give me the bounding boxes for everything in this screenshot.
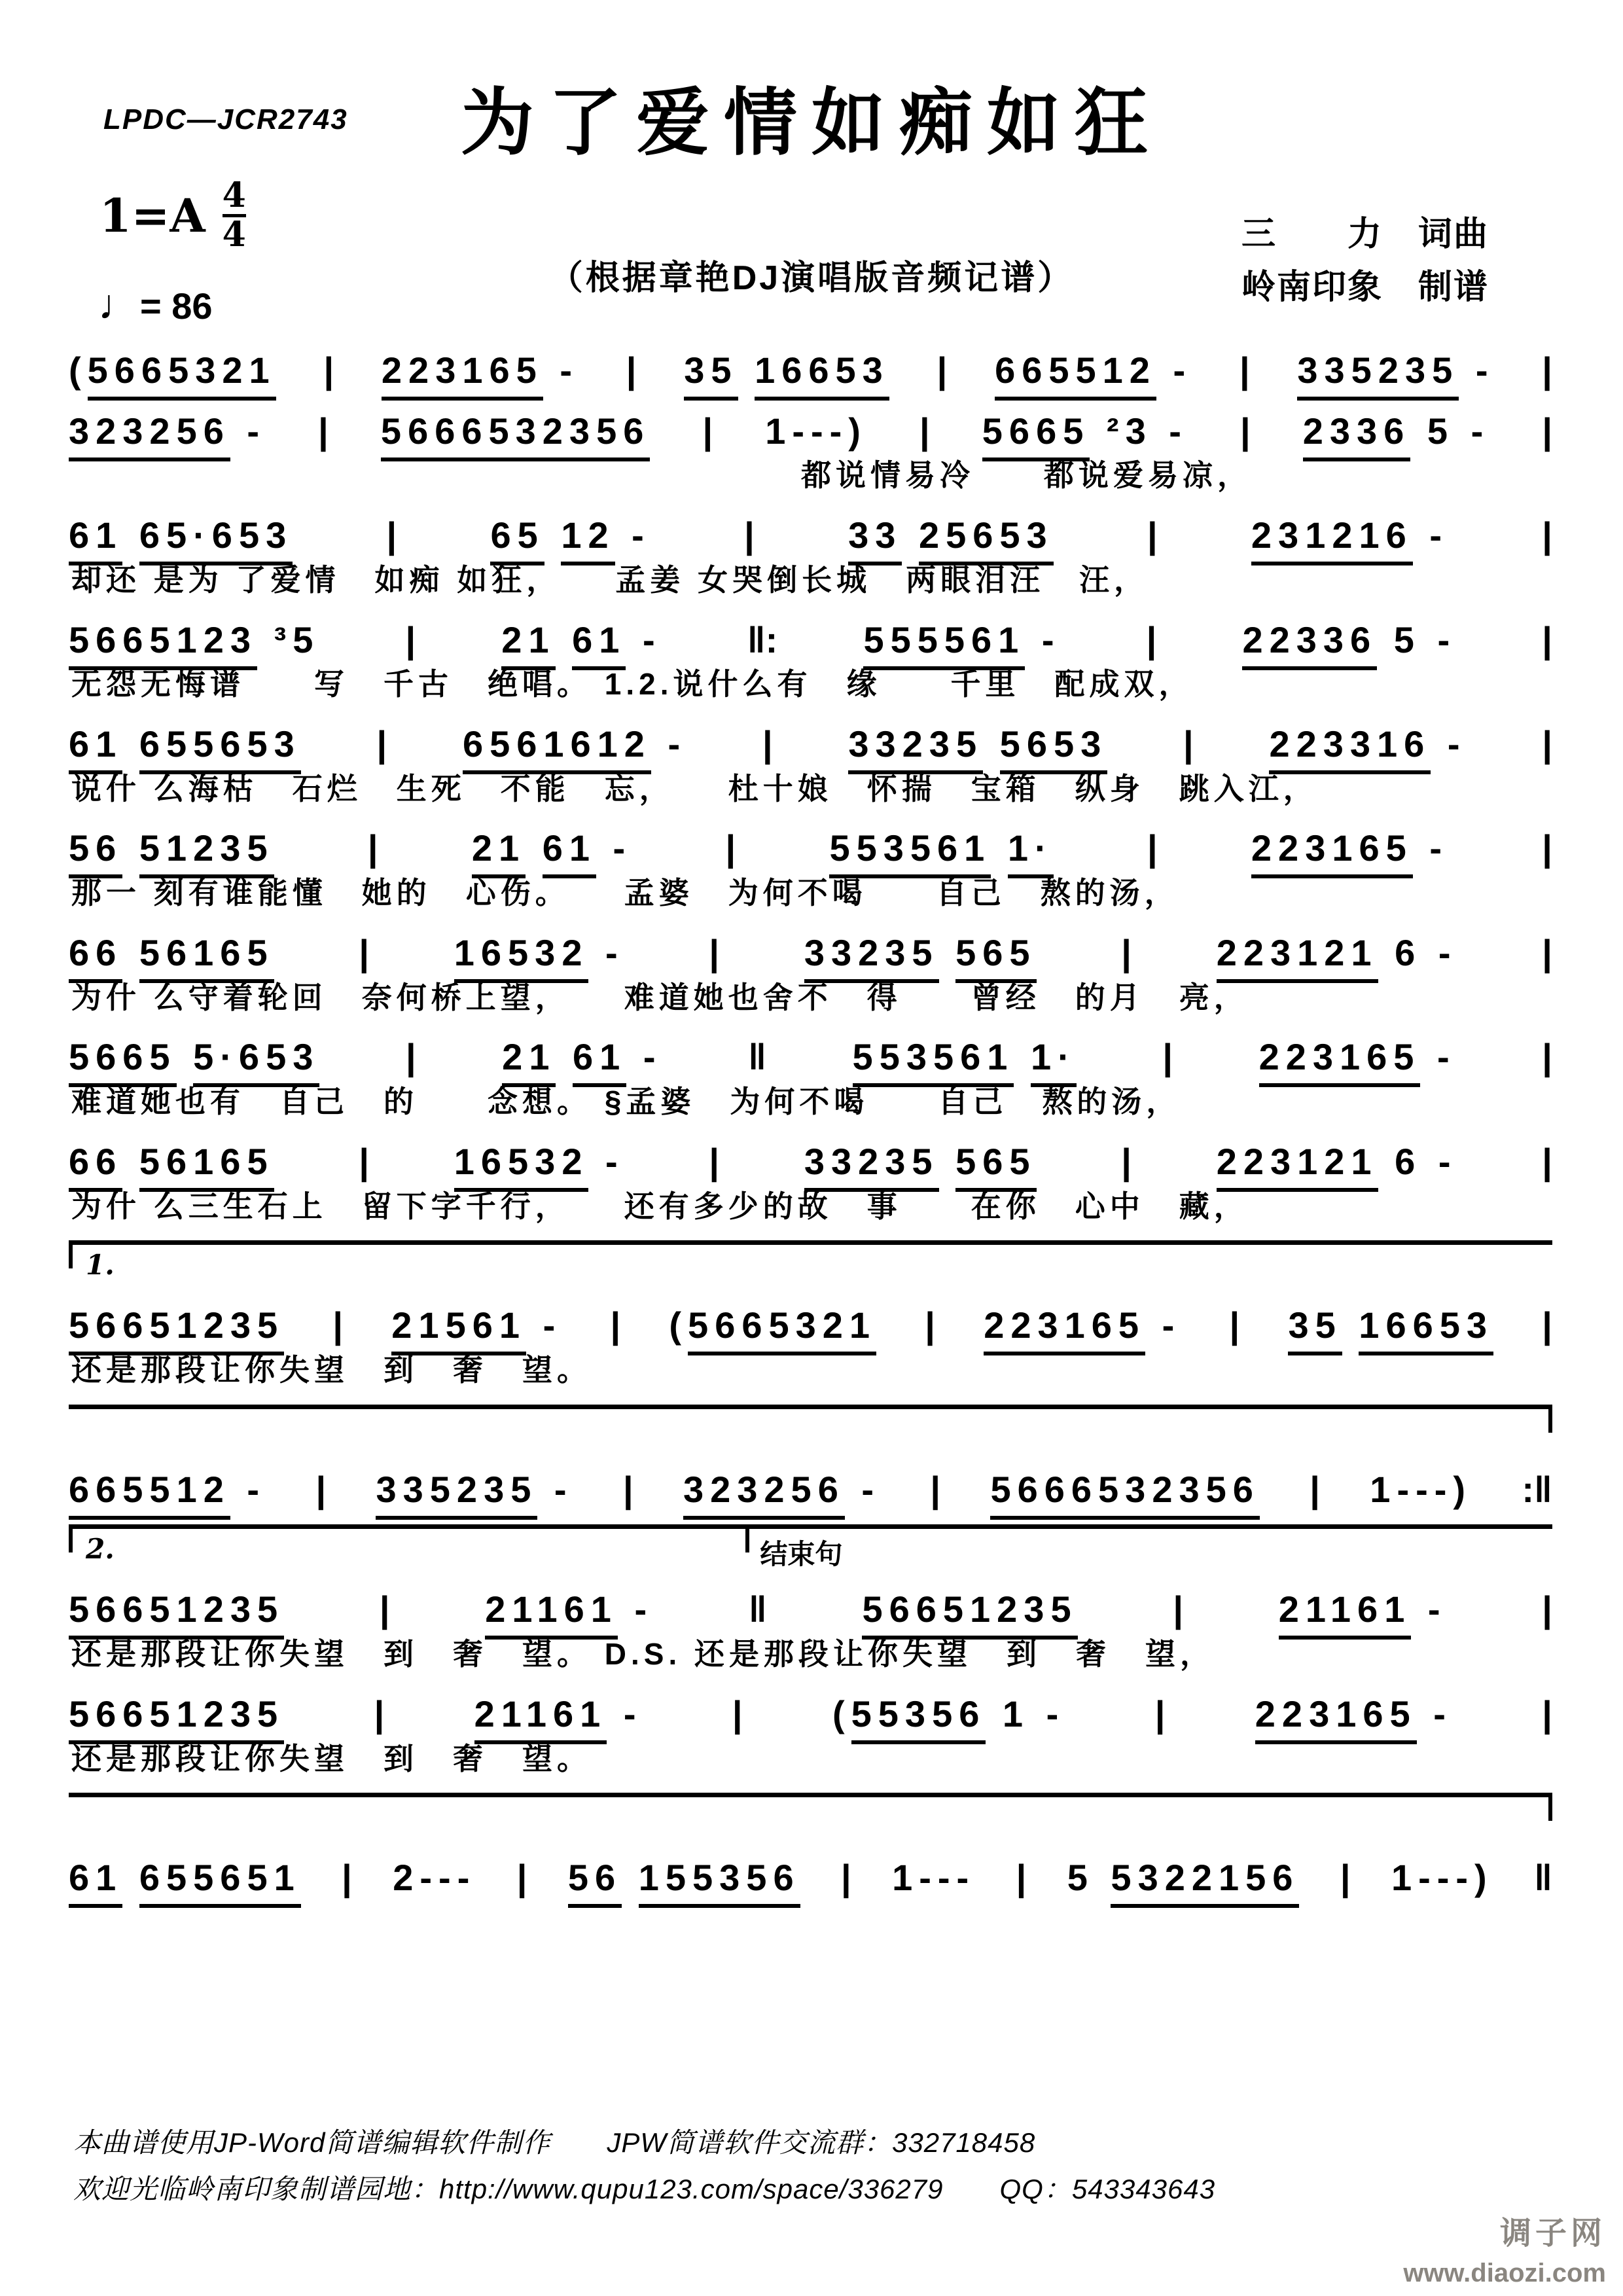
measure: 35 16653	[684, 350, 889, 391]
barline: |	[376, 723, 387, 765]
barline: |	[1183, 723, 1194, 765]
measure: 1---)	[1391, 1857, 1493, 1899]
barline: |	[936, 350, 948, 391]
barline: |	[1340, 1857, 1351, 1899]
notation-line	[69, 350, 1552, 391]
measure: 2---	[393, 1857, 476, 1899]
measure: 223165 -	[984, 1305, 1181, 1346]
measure: 223165 -	[1255, 1694, 1452, 1735]
measure: 1---)	[1370, 1468, 1472, 1510]
barline: |	[709, 1140, 720, 1182]
lyrics-line: 说什 么海枯 石烂 生死 不能 忘， 杜十娘 怀揣 宝箱 纵身 跳入江，	[71, 771, 1318, 806]
barline: |	[744, 514, 755, 556]
measure: 223121 6 -	[1217, 1141, 1457, 1183]
measure: 223165 -	[382, 350, 579, 391]
volta-bracket	[69, 1524, 1552, 1570]
barline: |	[925, 1304, 935, 1346]
barline: |	[1542, 931, 1552, 973]
volta-bracket	[69, 1240, 1552, 1285]
footer	[73, 2119, 1215, 2213]
barline: |	[610, 1304, 621, 1346]
barline: |	[732, 1693, 743, 1734]
barline: |	[1229, 1304, 1240, 1346]
lyrics-line: 难道她也有 自己 的 念想。 §孟婆 为何不喝 自己 熬的汤，	[71, 1085, 1181, 1119]
barline: :‖	[1522, 1468, 1552, 1510]
barline: |	[1542, 1693, 1552, 1734]
barline: |	[622, 1468, 633, 1510]
measure: 33 25653	[848, 515, 1054, 556]
measure: 21 61 -	[472, 828, 632, 869]
tempo-marking	[98, 280, 213, 329]
measure: 21 61 -	[501, 620, 661, 661]
measure: (55356 1 -	[832, 1694, 1065, 1735]
notation-line	[69, 515, 1552, 556]
notation-line	[69, 411, 1552, 452]
measure: 21161 -	[474, 1694, 643, 1735]
measure: 16532 -	[454, 933, 624, 974]
barline: |	[1310, 1468, 1320, 1510]
lyrics-line: 那一 刻有谁能懂 她的 心伤。 孟婆 为何不喝 自己 熬的汤，	[71, 876, 1179, 910]
barline: |	[1542, 1036, 1552, 1078]
barline: ‖	[1534, 1857, 1552, 1899]
measure: 6561612 -	[463, 724, 687, 765]
measure: 5666532356	[381, 411, 650, 452]
notation-line	[69, 724, 1552, 765]
barline: |	[1016, 1857, 1027, 1899]
barline: |	[1542, 1140, 1552, 1182]
barline: |	[709, 931, 720, 973]
barline: |	[332, 1304, 344, 1346]
music-system-12	[69, 1524, 1552, 1674]
barline: |	[516, 1857, 527, 1899]
barline: |	[1121, 931, 1132, 973]
measure: 5665123 ³5	[69, 620, 319, 661]
volta-label: 2.	[86, 1533, 115, 1566]
measure: 21161 -	[1279, 1589, 1447, 1630]
credits	[1241, 208, 1489, 314]
barline: |	[1542, 827, 1552, 869]
measure: 35 16653	[1288, 1305, 1493, 1346]
measure: 33235 565	[804, 1141, 1037, 1183]
barline: |	[318, 410, 329, 452]
measure: 56651235	[862, 1589, 1077, 1630]
measure: 223165 -	[1251, 828, 1448, 869]
music-system-7	[69, 933, 1552, 1017]
music-system-8	[69, 1037, 1552, 1121]
barline: |	[1542, 1304, 1552, 1346]
volta-bracket	[69, 1405, 1552, 1450]
lyrics-line: 为什 么三生石上 留下字千行， 还有多少的故 事 在你 心中 藏，	[71, 1189, 1249, 1223]
notation-line	[69, 933, 1552, 974]
barline: |	[725, 827, 736, 869]
lyrics-line: 还是那段让你失望 到 奢 望。 D.S. 还是那段让你失望 到 奢 望，	[71, 1637, 1215, 1672]
watermark	[1403, 2213, 1606, 2291]
measure: 1---)	[765, 410, 867, 452]
watermark-site-url: www.diaozi.com	[1403, 2259, 1606, 2287]
barline: |	[930, 1468, 941, 1510]
lyrics-line: 为什 么守着轮回 奈何桥上望， 难道她也舍不 得 曾经 的月 亮，	[71, 980, 1249, 1014]
quarter-note-icon: ♩	[98, 281, 140, 328]
credit-lyricist-composer: 三 力 词曲	[1241, 215, 1489, 253]
music-system-2	[69, 411, 1552, 495]
measure: (5665321	[669, 1305, 876, 1346]
barline: |	[1542, 1588, 1552, 1630]
measure: 323256 -	[683, 1469, 880, 1511]
measure: 61 65·653	[69, 515, 293, 556]
volta-tick	[1548, 1797, 1552, 1821]
key-signature	[99, 175, 246, 255]
measure: 555561 -	[863, 620, 1060, 661]
music-system-9	[69, 1141, 1552, 1226]
barline: ‖	[748, 1036, 766, 1078]
barline: |	[1542, 723, 1552, 765]
barline: |	[1146, 619, 1157, 660]
barline: |	[841, 1857, 851, 1899]
barline: |	[702, 410, 713, 452]
music-system-3	[69, 515, 1552, 600]
notation-line	[69, 1141, 1552, 1183]
barline: ‖:	[747, 619, 778, 660]
measure: 323256 -	[69, 411, 266, 452]
lyrics-line: 还是那段让你失望 到 奢 望。	[71, 1741, 592, 1776]
measure: 1---	[892, 1857, 976, 1899]
measure: 66 56165	[69, 933, 274, 974]
barline: |	[405, 619, 416, 660]
measure: 61 655653	[69, 724, 301, 765]
barline: |	[1542, 619, 1552, 660]
volta-label: 1.	[86, 1249, 115, 1282]
barline: |	[374, 1693, 385, 1734]
footer-software-note: 本曲谱使用JP-Word简谱编辑软件制作 JPW简谱软件交流群：332718458	[73, 2127, 1036, 2158]
measure: 22336 5 -	[1242, 620, 1456, 661]
watermark-site-name: 调子网	[1499, 2216, 1606, 2251]
notation-line	[69, 1857, 1552, 1899]
measure: 16532 -	[454, 1141, 624, 1183]
music-system-13	[69, 1694, 1552, 1778]
measure: 223316 -	[1269, 724, 1466, 765]
measure: 33235 565	[804, 933, 1037, 974]
volta-tick	[1548, 1409, 1552, 1433]
song-title: 为了爱情如痴如狂	[461, 80, 1162, 166]
notation-line	[69, 1589, 1552, 1630]
measure: 665512 -	[69, 1469, 266, 1511]
barline: |	[315, 1468, 327, 1510]
lyrics-line: 都说情易冷 都说爱易凉，	[801, 458, 1252, 493]
music-system-5	[69, 724, 1552, 808]
measure: 5665 5·653	[69, 1037, 319, 1078]
volta-label: 结束句	[760, 1539, 843, 1570]
measure: 5666532356	[990, 1469, 1259, 1511]
music-system-4	[69, 620, 1552, 704]
notation-line	[69, 1469, 1552, 1511]
volta-tick	[69, 1245, 73, 1268]
time-signature	[222, 175, 246, 255]
measure: 21 61 -	[502, 1037, 662, 1078]
notation-line	[69, 620, 1552, 661]
barline: |	[323, 350, 334, 391]
measure: 66 56165	[69, 1141, 274, 1183]
time-signature-denominator: 4	[222, 214, 246, 255]
lyrics-line: 还是那段让你失望 到 奢 望。	[71, 1352, 592, 1387]
measure: 553561 1·	[853, 1037, 1077, 1078]
measure: 335235 -	[376, 1469, 573, 1511]
music-system-11	[69, 1405, 1552, 1511]
barline: |	[762, 723, 773, 765]
measure: 2336 5 -	[1303, 411, 1490, 452]
barline: ‖	[748, 1588, 767, 1630]
barline: |	[359, 1140, 369, 1182]
score	[69, 331, 1552, 1901]
music-system-10	[69, 1240, 1552, 1390]
barline: |	[1162, 1036, 1173, 1078]
footer-contact-note: 欢迎光临岭南印象制谱园地：http://www.qupu123.com/space/336279 QQ：543343643	[73, 2174, 1216, 2205]
barline: |	[1173, 1588, 1183, 1630]
lyrics-line: 却还 是为 了爱情 如痴 如狂， 孟姜 女哭倒长城 两眼泪汪 汪，	[71, 562, 1149, 597]
measure: 65 12 -	[490, 515, 650, 556]
barline: |	[405, 1036, 416, 1078]
notation-line	[69, 1305, 1552, 1346]
measure: 56 51235	[69, 828, 274, 869]
measure: 5665 ²3 -	[982, 411, 1188, 452]
measure: 56651235	[69, 1589, 284, 1630]
measure: 21161 -	[485, 1589, 653, 1630]
measure: 56651235	[69, 1305, 284, 1346]
barline: |	[1239, 350, 1250, 391]
barline: |	[342, 1857, 352, 1899]
measure: 56651235	[69, 1694, 284, 1735]
volta-bracket	[69, 1793, 1552, 1838]
barline: |	[919, 410, 930, 452]
barline: |	[1240, 410, 1251, 452]
barline: |	[379, 1588, 390, 1630]
lyrics-line: 无怨无悔谱 写 千古 绝唱。 1.2.说什么有 缘 千里 配成双，	[71, 667, 1194, 702]
barline: |	[1542, 514, 1552, 556]
measure: 21561 -	[391, 1305, 562, 1346]
measure: 223121 6 -	[1217, 933, 1457, 974]
barline: |	[367, 827, 378, 869]
catalog-number: LPDC—JCR2743	[103, 103, 348, 135]
tempo-value: = 86	[140, 285, 213, 327]
barline: |	[626, 350, 637, 391]
volta-tick	[745, 1529, 749, 1552]
notation-line	[69, 1037, 1552, 1078]
measure: 553561 1·	[829, 828, 1053, 869]
measure: 33235 5653	[848, 724, 1107, 765]
music-system-14	[69, 1793, 1552, 1899]
notation-line	[69, 1694, 1552, 1735]
measure: 5 5322156	[1067, 1857, 1300, 1899]
volta-tick	[69, 1529, 73, 1552]
measure: 665512 -	[995, 350, 1192, 391]
barline: |	[1147, 827, 1158, 869]
barline: |	[1542, 350, 1552, 391]
barline: |	[359, 931, 369, 973]
key-signature-text: 1=A	[99, 188, 205, 243]
measure: (5665321	[69, 350, 276, 391]
measure: 56 155356	[568, 1857, 800, 1899]
barline: |	[1542, 410, 1552, 452]
barline: |	[386, 514, 397, 556]
measure: 335235 -	[1297, 350, 1494, 391]
measure: 61 655651	[69, 1857, 301, 1899]
music-system-6	[69, 828, 1552, 912]
barline: |	[1147, 514, 1158, 556]
time-signature-numerator: 4	[222, 175, 246, 215]
credit-arranger: 岭南印象 制谱	[1241, 268, 1489, 306]
measure: 231216 -	[1251, 515, 1448, 556]
measure: 223165 -	[1259, 1037, 1456, 1078]
notation-line	[69, 828, 1552, 869]
music-system-1	[69, 350, 1552, 391]
barline: |	[1121, 1140, 1132, 1182]
subtitle: （根据章艳DJ演唱版音频记谱）	[548, 259, 1075, 297]
barline: |	[1154, 1693, 1166, 1734]
